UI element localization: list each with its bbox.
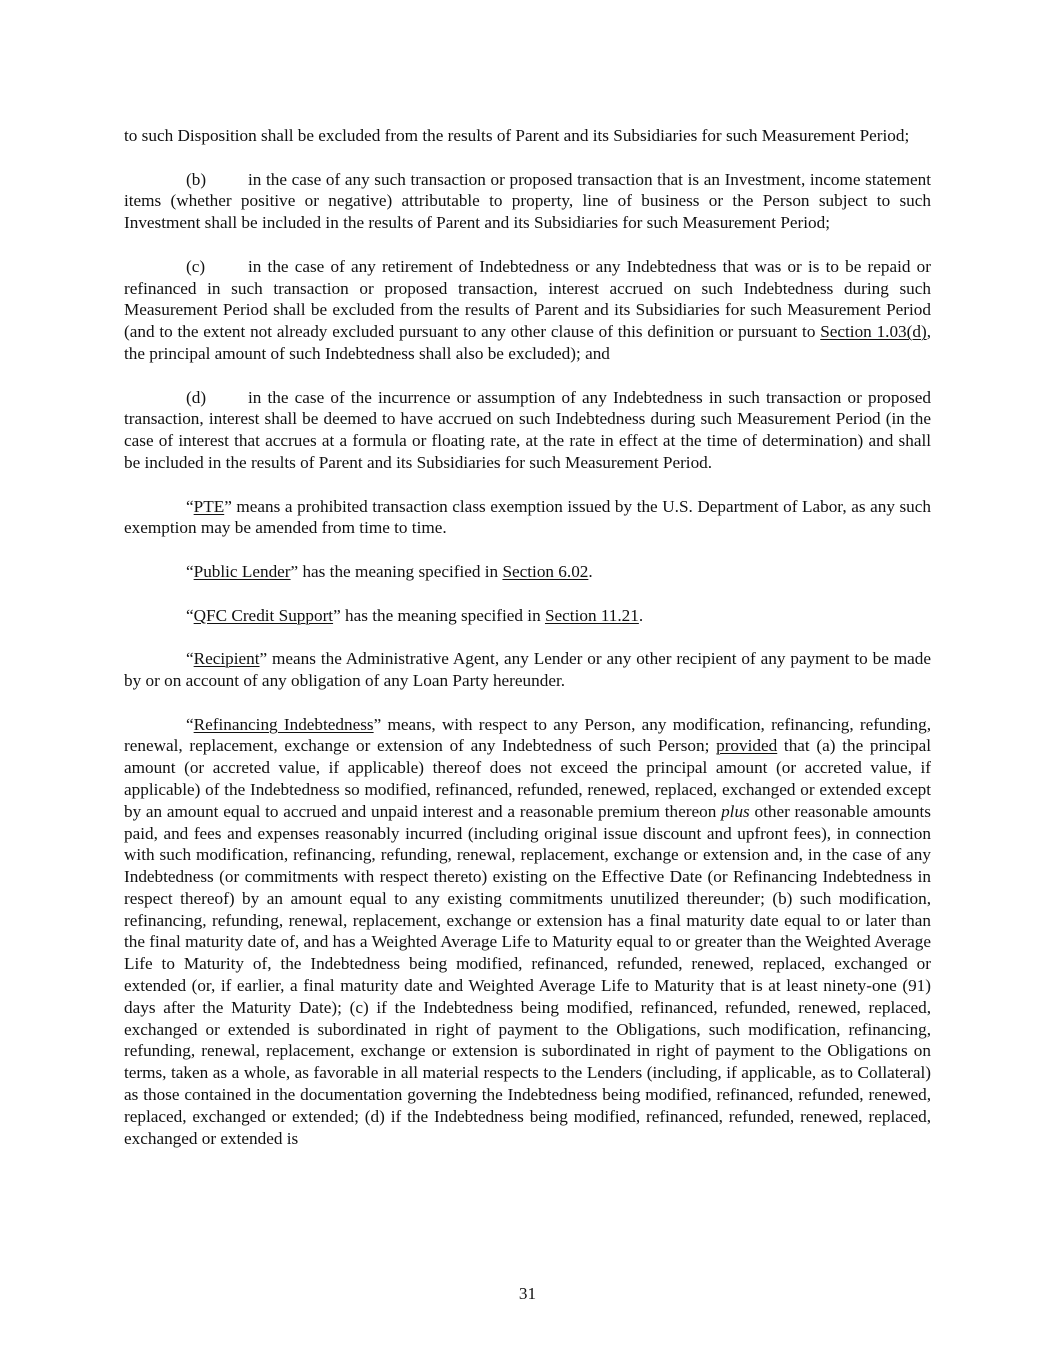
definition-recipient — [124, 648, 931, 692]
clause-label: (d) — [186, 387, 207, 407]
section-reference: Section 11.21 — [544, 605, 639, 625]
definition-text: ” has the meaning specified in — [333, 605, 545, 625]
page-number: 31 — [518, 1284, 537, 1303]
definition-refinancing-indebtedness — [124, 714, 931, 1150]
definition-text: ” means the Administrative Agent, any Lender or any other recipient of any payment to be made by or on account of any obligation of any Loan Party hereunder. — [124, 649, 931, 690]
open-quote: “ — [186, 496, 194, 516]
open-quote: “ — [186, 714, 194, 734]
definition-text: other reasonable amounts paid, and fees and expenses reasonably incurred (including original issue discount and upfront fees), in connection with such modification, refinancing, refunding, renewal, replacement, exchange or extension and, in the case of any Indebtedness (or commitments with respect thereto) existing on the Effective Date (or Refinancing Indebtedness in respect thereof) by an amount equal to any existing commitments unutilized thereunder; (b) such modification, refinancing, refunding, renewal, replacement, exchange or extension has a final maturity date equal to or later than the final maturity date of, and has a Weighted Average Life to Maturity equal to or greater than the Weighted Average Life to Maturity of, the Indebtedness being modified, refinanced, refunded, renewed, replaced, exchanged or extended (or, if earlier, a final maturity date and Weighted Average Life to Maturity that is at least ninety-one (91) days after the Maturity Date); (c) if the Indebtedness being modified, refinanced, refunded, renewed, replaced, exchanged or extended is subordinated in right of payment to the Obligations, such modification, refinancing, refunding, renewal, replacement, exchange or extension is subordinated in right of payment to the Obligations on terms, taken as a whole, as favorable in all material respects to the Lenders (including, if applicable, as to Collateral) as those contained in the documentation governing the Indebtedness being modified, refinanced, refunded, renewed, replaced, exchanged or extended; (d) if the Indebtedness being modified, refinanced, refunded, renewed, replaced, exchanged or extended is — [124, 801, 932, 1148]
definition-public-lender — [124, 561, 931, 583]
definition-qfc-credit-support — [124, 605, 931, 627]
plus-term: plus — [721, 801, 750, 821]
continuation-paragraph — [124, 125, 931, 147]
clause-text: in the case of any such transaction or proposed transaction that is an Investment, income statement items (whether positive or negative) attributable to property, line of business or the Person subject to such Investment shall be included in the results of Parent and its Subsidiaries for such Measurement Period; — [124, 169, 931, 233]
clause-d — [124, 387, 931, 474]
defined-term: QFC Credit Support — [193, 605, 334, 625]
clause-text: in the case of any retirement of Indebtedness or any Indebtedness that was or is to be repaid or refinanced in such transaction or proposed transaction, interest accrued on such Indebtedness during such Measurement Period shall be excluded from the results of Parent and its Subsidiaries for such Measurement Period (and to the extent not already excluded pursuant to any other clause of this definition or pursuant to — [124, 256, 931, 342]
open-quote: “ — [186, 561, 194, 581]
period: . — [588, 561, 593, 581]
section-reference: Section 1.03(d) — [820, 322, 927, 342]
clause-label: (b) — [186, 169, 207, 189]
document-page — [124, 125, 931, 1171]
clause-text: in the case of the incurrence or assumption of any Indebtedness in such transaction or proposed transaction, interest shall be deemed to have accrued on such Indebtedness during such Measurement Period (in the case of interest that accrues at a formula or floating rate, at the rate in effect at the time of determination) and shall be included in the results of Parent and its Subsidiaries for such Measurement Period. — [124, 387, 931, 472]
defined-term: Refinancing Indebtedness — [193, 714, 374, 734]
definition-text: ” has the meaning specified in — [290, 561, 503, 581]
clause-label: (c) — [186, 256, 206, 276]
definition-text: that (a) the principal amount (or accreted value, if applicable) thereof does not exceed the principal amount (or accreted value, if applicable) of the Indebtedness so modified, refinanced, refunded, renewed, replaced, exchanged or extended except by an amount equal to accrued and unpaid interest and a reasonable premium thereon — [124, 736, 931, 821]
paragraph-text: to such Disposition shall be excluded from the results of Parent and its Subsidiaries for such Measurement Period; — [124, 126, 910, 145]
period: . — [638, 605, 644, 625]
clause-text: , the principal amount of such Indebtedness shall also be excluded); and — [124, 322, 931, 363]
open-quote: “ — [186, 605, 194, 625]
definition-text: ” means, with respect to any Person, any modification, refinancing, refunding, renewal, replacement, exchange or extension of any Indebtedness of such Person; — [124, 714, 931, 756]
clause-b — [124, 169, 931, 234]
definition-pte — [124, 496, 931, 540]
clause-c — [124, 256, 931, 365]
open-quote: “ — [186, 649, 194, 669]
defined-term: Public Lender — [193, 561, 291, 581]
section-reference: Section 6.02 — [502, 561, 589, 581]
provided-term: provided — [716, 736, 778, 756]
defined-term: Recipient — [193, 649, 260, 669]
defined-term: PTE — [193, 496, 225, 516]
definition-text: ” means a prohibited transaction class exemption issued by the U.S. Department of Labor, as any such exemption may be amended from time to time. — [124, 496, 931, 538]
